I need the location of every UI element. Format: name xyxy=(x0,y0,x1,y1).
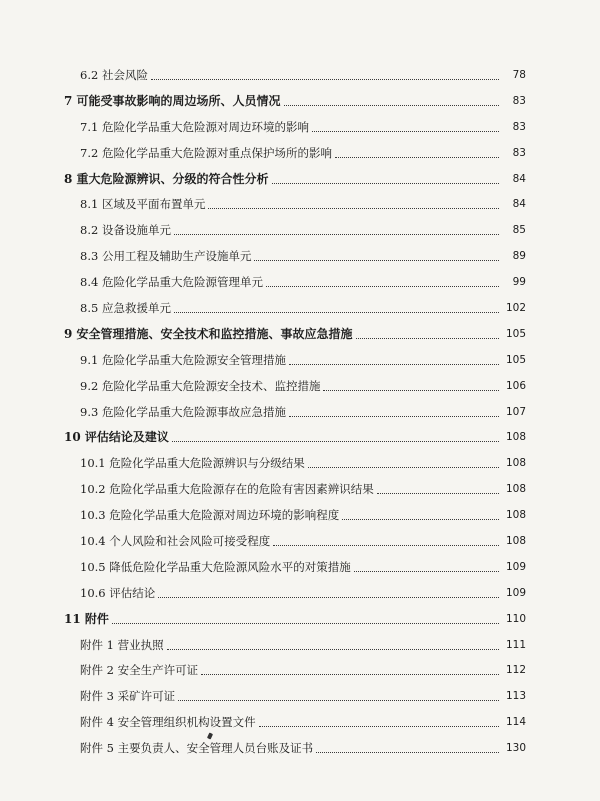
dot-leader xyxy=(377,493,499,494)
dot-leader xyxy=(335,157,499,158)
toc-entry-title: 9 安全管理措施、安全技术和监控措施、事故应急措施 xyxy=(64,326,353,341)
toc-section-entry xyxy=(0,291,600,317)
toc-entry-title: 10 评估结论及建议 xyxy=(64,430,169,445)
toc-chapter-entry xyxy=(0,421,600,447)
toc-entry-title: 8.4 危险化学品重大危险源管理单元 xyxy=(80,275,263,290)
dot-leader xyxy=(201,674,499,675)
toc-section-entry xyxy=(0,188,600,214)
toc-entry-title: 附件 5 主要负责人、安全管理人员台账及证书 xyxy=(80,741,314,756)
toc-page-number: 109 xyxy=(505,586,526,599)
dot-leader xyxy=(174,312,499,313)
toc-page-number: 102 xyxy=(505,302,526,315)
toc-page-number: 108 xyxy=(505,457,526,470)
toc-entry-title: 7 可能受事故影响的周边场所、人员情况 xyxy=(64,93,281,108)
toc-section-entry xyxy=(0,239,600,265)
dot-leader xyxy=(312,131,499,132)
dot-leader xyxy=(266,286,499,287)
dot-leader xyxy=(151,79,499,80)
toc-section-entry xyxy=(0,343,600,369)
toc-entry-title: 9.2 危险化学品重大危险源安全技术、监控措施 xyxy=(80,378,321,393)
toc-section-entry xyxy=(0,576,600,602)
toc-entry-title: 10.1 危险化学品重大危险源辨识与分级结果 xyxy=(80,456,305,471)
dot-leader xyxy=(208,208,499,209)
toc-section-entry xyxy=(0,265,600,291)
toc-section-entry xyxy=(0,654,600,680)
toc-chapter-entry xyxy=(0,84,600,110)
toc-section-entry xyxy=(0,213,600,239)
toc-page-number: 84 xyxy=(512,198,526,211)
toc-section-entry xyxy=(0,110,600,136)
toc-entry-title: 8.2 设备设施单元 xyxy=(80,223,171,238)
toc-page-number: 84 xyxy=(512,172,526,185)
toc-chapter-entry xyxy=(0,317,600,343)
toc-entry-title: 附件 2 安全生产许可证 xyxy=(80,663,199,678)
toc-entry-title: 10.3 危险化学品重大危险源对周边环境的影响程度 xyxy=(80,508,340,523)
table-of-contents xyxy=(0,62,600,757)
dot-leader xyxy=(158,597,499,598)
toc-section-entry xyxy=(0,524,600,550)
toc-entry-title: 7.1 危险化学品重大危险源对周边环境的影响 xyxy=(80,119,309,134)
toc-chapter-entry xyxy=(0,162,600,188)
dot-leader xyxy=(174,234,499,235)
toc-page-number: 108 xyxy=(505,483,526,496)
dot-leader xyxy=(284,105,499,106)
toc-entry-title: 7.2 危险化学品重大危险源对重点保护场所的影响 xyxy=(80,145,332,160)
toc-page-number: 108 xyxy=(505,509,526,522)
toc-entry-title: 8.5 应急救援单元 xyxy=(80,301,171,316)
toc-entry-title: 6.2 社会风险 xyxy=(80,68,148,82)
toc-page-number: 111 xyxy=(505,638,526,651)
toc-section-entry xyxy=(0,369,600,395)
toc-page-number: 110 xyxy=(505,612,526,625)
toc-entry-title: 10.5 降低危险化学品重大危险源风险水平的对策措施 xyxy=(80,559,351,574)
toc-chapter-entry xyxy=(0,602,600,628)
toc-page-number: 78 xyxy=(512,69,526,81)
toc-page-number: 113 xyxy=(505,690,526,703)
toc-section-entry xyxy=(0,705,600,731)
dot-leader xyxy=(167,649,499,650)
toc-entry-title: 10.6 评估结论 xyxy=(80,585,156,600)
dot-leader xyxy=(354,571,499,572)
toc-entry-title: 附件 1 营业执照 xyxy=(80,637,164,652)
toc-section-entry xyxy=(0,679,600,705)
toc-page-number: 114 xyxy=(505,716,526,729)
dot-leader xyxy=(289,416,499,417)
toc-entry-title: 8 重大危险源辨识、分级的符合性分析 xyxy=(64,171,269,186)
toc-page-number: 89 xyxy=(512,250,526,263)
dot-leader xyxy=(273,545,499,546)
dot-leader xyxy=(356,338,499,339)
toc-entry-title: 11 附件 xyxy=(64,611,109,626)
dot-leader xyxy=(254,260,499,261)
toc-section-entry xyxy=(0,136,600,162)
toc-page-number: 112 xyxy=(505,664,526,677)
toc-section-entry xyxy=(0,628,600,654)
toc-entry-title: 10.2 危险化学品重大危险源存在的危险有害因素辨识结果 xyxy=(80,482,374,497)
dot-leader xyxy=(308,467,499,468)
toc-entry-title: 10.4 个人风险和社会风险可接受程度 xyxy=(80,534,271,549)
dot-leader xyxy=(342,519,499,520)
dot-leader xyxy=(289,364,499,365)
toc-page-number: 130 xyxy=(505,742,526,755)
dot-leader xyxy=(112,623,499,624)
toc-section-entry xyxy=(0,731,600,757)
toc-section-entry xyxy=(0,498,600,524)
toc-entry-title: 9.3 危险化学品重大危险源事故应急措施 xyxy=(80,404,286,419)
toc-page-number: 105 xyxy=(505,353,526,366)
dot-leader xyxy=(178,700,499,701)
toc-page-number: 107 xyxy=(505,405,526,418)
dot-leader xyxy=(172,441,499,442)
dot-leader xyxy=(323,390,499,391)
toc-page-number: 109 xyxy=(505,560,526,573)
toc-page-number: 83 xyxy=(512,120,526,133)
toc-section-entry xyxy=(0,62,600,84)
toc-page-number: 85 xyxy=(512,224,526,237)
toc-page-number: 108 xyxy=(505,431,526,444)
toc-section-entry xyxy=(0,472,600,498)
dot-leader xyxy=(316,752,499,753)
toc-entry-title: 8.1 区域及平面布置单元 xyxy=(80,197,206,212)
toc-page-number: 108 xyxy=(505,535,526,548)
toc-entry-title: 8.3 公用工程及辅助生产设施单元 xyxy=(80,249,252,264)
toc-section-entry xyxy=(0,446,600,472)
toc-page-number: 105 xyxy=(505,327,526,340)
toc-page-number: 83 xyxy=(512,146,526,159)
toc-page-number: 99 xyxy=(512,276,526,289)
toc-page-number: 83 xyxy=(512,94,526,107)
dot-leader xyxy=(272,183,499,184)
toc-entry-title: 9.1 危险化学品重大危险源安全管理措施 xyxy=(80,352,286,367)
toc-page-number: 106 xyxy=(505,379,526,392)
toc-entry-title: 附件 4 安全管理组织机构设置文件 xyxy=(80,715,256,730)
toc-section-entry xyxy=(0,550,600,576)
toc-section-entry xyxy=(0,395,600,421)
dot-leader xyxy=(259,726,499,727)
toc-entry-title: 附件 3 采矿许可证 xyxy=(80,689,176,704)
